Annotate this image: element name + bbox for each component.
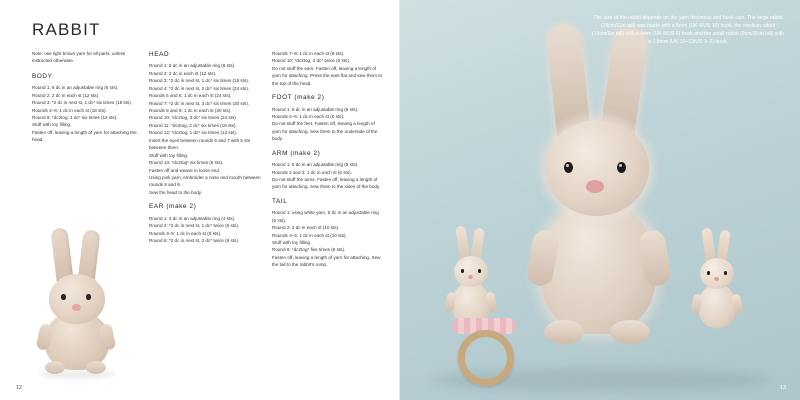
- pattern-line: Round 7: *2 dc in next st, 3 dc* six times (30 sts).: [149, 100, 250, 106]
- rabbit-nose: [72, 304, 81, 311]
- section-heading-foot: FOOT (make 2): [272, 94, 325, 102]
- pattern-line: Round 2: 2 dc in each st (10 sts).: [272, 225, 340, 231]
- pattern-column-2: [149, 50, 261, 269]
- rabbit-eye-right: [86, 294, 91, 300]
- pattern-line: Do not stuff the ears. Fasten off, leaving a length of yarn for attaching. Press the ears flat and sew them to the top of the head.: [272, 65, 383, 86]
- pattern-line: Round 6: *dc2tog* five times (5 sts).: [272, 247, 346, 253]
- section-heading-ear: EAR (make 2): [149, 203, 197, 211]
- rabbit-eye-left: [61, 294, 66, 300]
- pattern-line: Stuff with toy filling.: [149, 152, 189, 158]
- pattern-line: Rounds 8 and 9: 1 dc in each st (30 sts).: [149, 108, 232, 113]
- rabbit-head: [49, 274, 105, 324]
- pattern-line: Round 1: using white yarn, 5 dc in an adjustable ring (5 sts).: [272, 210, 379, 223]
- pattern-line: Round 13: *dc2tog* six times (6 sts).: [149, 160, 224, 166]
- pattern-line: Do not stuff the feet. Fasten off, leaving a length of yarn for attaching. Sew them to the underside of the body.: [272, 121, 378, 142]
- pattern-line: Round 1: 6 dc in an adjustable ring (6 sts).: [32, 85, 119, 91]
- yarn-note: Note: use light brown yarn for all parts, unless instructed otherwise.: [32, 51, 126, 64]
- pattern-line: Fasten off, leaving a length of yarn for attaching. Sew the tail to the rabbit's rump.: [272, 254, 381, 268]
- pattern-line: Rounds 2–6: 1 dc in each st (6 sts).: [272, 114, 345, 119]
- right-page-photo: [400, 0, 800, 400]
- large-rabbit-body: [540, 202, 656, 334]
- large-rabbit: [518, 24, 678, 354]
- pattern-line: Round 2: 2 dc in each st (12 sts).: [149, 70, 217, 76]
- pattern-line: Round 6: *2 dc in next st, 2 dc* twice (8 sts).: [149, 237, 240, 243]
- small-rabbit-nose: [714, 277, 719, 281]
- small-rabbit-eye-right: [724, 271, 727, 275]
- pattern-line: Stuff with toy filling.: [272, 240, 312, 245]
- wooden-teether-ring: [458, 330, 514, 386]
- pattern-line: Sew the head to the body.: [149, 189, 203, 195]
- pattern-line: Rounds 4–8: 1 dc in each st (18 sts).: [32, 107, 107, 113]
- pattern-line: Fasten off, leaving a length of yarn for attaching the head.: [32, 129, 137, 143]
- large-rabbit-head: [545, 120, 649, 216]
- pattern-line: Round 10: *dc2tog, 3 dc* six times (24 sts).: [149, 115, 238, 121]
- section-heading-body: BODY: [32, 72, 53, 80]
- page-number-left: 12: [16, 385, 22, 391]
- section-heading-head: HEAD: [149, 51, 170, 58]
- small-rabbit-head: [700, 258, 734, 289]
- pattern-line: Do not stuff the arms. Fasten off, leaving a length of yarn for attaching. Sew them to the sides of the body.: [272, 177, 381, 190]
- pattern-line: Rounds 3–5: 1 dc in each st (10 sts).: [272, 232, 347, 238]
- pattern-line: Insert the eyes between rounds 6 and 7 with 5 sts between them.: [149, 137, 251, 151]
- pattern-line: Rounds 5 and 6: 1 dc in each st (24 sts).: [149, 93, 232, 99]
- pattern-line: Round 1: 6 dc in an adjustable ring (6 sts).: [272, 106, 359, 112]
- pattern-line: Round 1: 4 dc in an adjustable ring (4 sts).: [149, 215, 236, 221]
- pattern-line: Stuff with toy filling.: [32, 122, 72, 128]
- pattern-line: Round 3: *2 dc in next st, 1 dc* six times (18 sts).: [32, 100, 133, 106]
- pattern-line: Round 1: 5 dc in an adjustable ring (5 sts).: [272, 162, 359, 168]
- large-rabbit-nose: [586, 180, 604, 193]
- photo-caption: The size of the rabbit depends on the yarn thickness and hook size. The large rabbit (28cm/11in tall) was made with a 6mm (UK 4/US 10) hook, the medium rabbit (13cm/5in tall) with a 4mm (UK 8/US 6) hook and the small rabbit (9cm/3½in tall) with a 2.5mm (UK 12–13/US 1–2) hook.: [592, 15, 784, 46]
- rabbit-foot-left: [45, 361, 65, 374]
- pattern-line: Round 1: 6 dc in an adjustable ring (6 sts).: [149, 63, 236, 69]
- pattern-line: Round 4: *2 dc in next st, 2 dc* six times (24 sts).: [149, 85, 250, 91]
- large-rabbit-eye-right: [617, 162, 626, 173]
- pattern-column-3: [272, 50, 384, 269]
- pattern-line: Rounds 7–9: 1 dc in each st (8 sts).: [272, 51, 345, 56]
- pattern-line: Using pink yarn, embroider a nose and mouth between rounds 8 and 9.: [149, 174, 261, 188]
- pattern-line: Round 2: *2 dc in next st, 1 dc* twice (6 sts).: [149, 223, 240, 229]
- section-heading-tail: TAIL: [272, 197, 288, 205]
- rabbit-foot-right: [86, 361, 106, 374]
- large-rabbit-foot-left: [544, 320, 584, 344]
- pattern-line: Fasten off and weave in loose end.: [149, 167, 221, 173]
- small-rabbit-body: [698, 284, 736, 328]
- pattern-line: Rounds 3–5: 1 dc in each st (6 sts).: [149, 230, 222, 236]
- page-title: RABBIT: [32, 20, 101, 39]
- page-number-right: 13: [780, 385, 786, 391]
- small-rabbit-eye-left: [707, 271, 710, 275]
- pattern-line: Round 10: *dc2tog, 2 dc* twice (6 sts).: [272, 58, 351, 64]
- small-rabbit: [686, 228, 748, 348]
- rabbit-illustration: [28, 228, 132, 378]
- large-rabbit-eye-left: [564, 162, 573, 173]
- medium-rabbit-eye-right: [478, 269, 481, 273]
- large-rabbit-foot-right: [610, 320, 650, 344]
- pattern-line: Round 3: *2 dc in next st, 1 dc* six times (18 sts).: [149, 78, 250, 84]
- pattern-line: Round 9: *dc2tog, 1 dc* six times (12 sts).: [32, 115, 118, 120]
- pattern-line: Rounds 2 and 3: 1 dc in each st (5 sts).: [272, 169, 352, 175]
- medium-rabbit-head: [454, 256, 488, 287]
- medium-rabbit-eye-left: [461, 269, 464, 273]
- pattern-line: Round 11: *dc2tog, 2 dc* six times (18 sts).: [149, 122, 237, 128]
- medium-rabbit-nose: [468, 275, 473, 279]
- section-heading-arm: ARM (make 2): [272, 149, 321, 157]
- pattern-line: Round 2: 2 dc in each st (12 sts).: [32, 92, 100, 98]
- pattern-line: Round 12: *dc2tog, 1 dc* six times (12 sts).: [149, 130, 238, 136]
